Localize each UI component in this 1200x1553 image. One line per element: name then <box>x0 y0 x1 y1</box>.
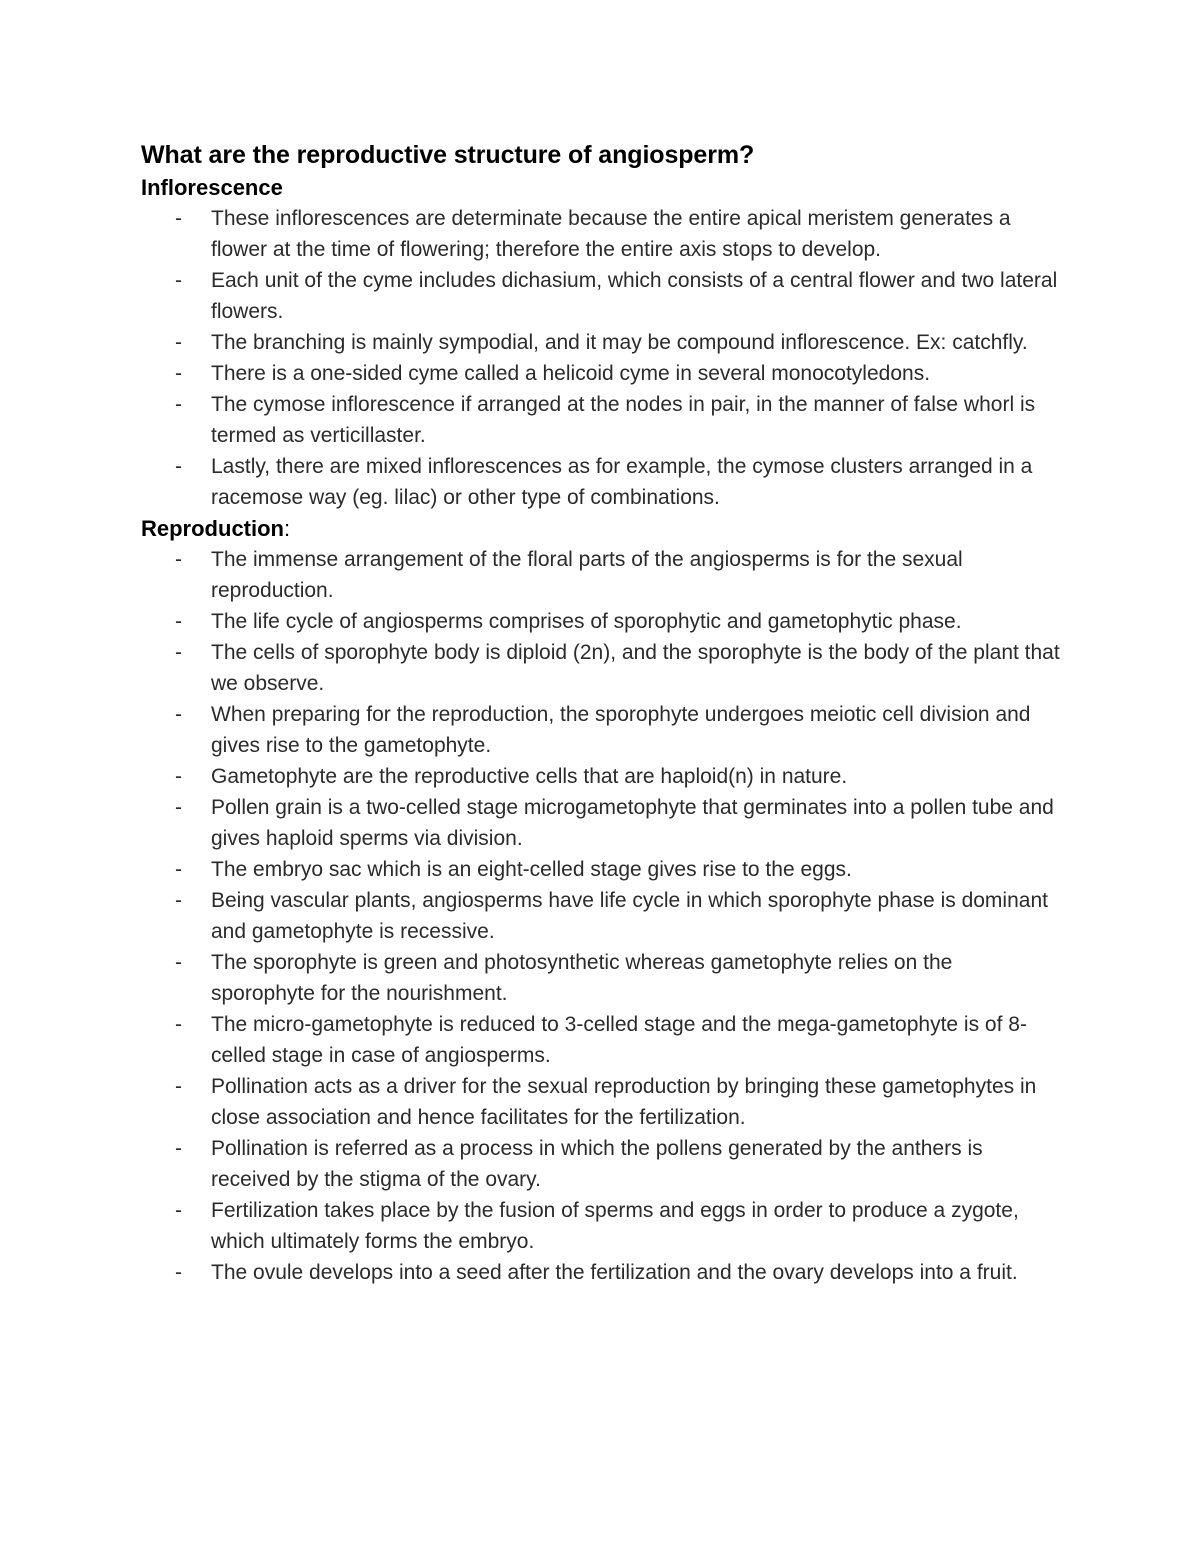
bullet-dash: - <box>175 765 182 788</box>
list-item <box>175 1133 1071 1195</box>
section-reproduction <box>141 513 1071 1288</box>
bullet-dash: - <box>175 858 182 881</box>
list-item-text: Pollination acts as a driver for the sexual reproduction by bringing these gametophytes in close association and hence facilitates for the fertilization. <box>211 1075 1037 1129</box>
list-item-text: Being vascular plants, angiosperms have life cycle in which sporophyte phase is dominant and gametophyte is recessive. <box>211 889 1048 943</box>
list-item-text: The micro-gametophyte is reduced to 3-celled stage and the mega-gametophyte is of 8-celled stage in case of angiosperms. <box>211 1013 1027 1067</box>
list-item <box>175 265 1071 327</box>
list-item <box>175 1257 1071 1288</box>
list-item <box>175 451 1071 513</box>
list-item <box>175 544 1071 606</box>
list-item <box>175 606 1071 637</box>
list-item-text: When preparing for the reproduction, the sporophyte undergoes meiotic cell division and gives rise to the gametophyte. <box>211 703 1031 757</box>
list-item <box>175 637 1071 699</box>
list-item-text: Pollen grain is a two-celled stage microgametophyte that germinates into a pollen tube and gives haploid sperms via division. <box>211 796 1054 850</box>
list-item <box>175 1195 1071 1257</box>
list-item <box>175 203 1071 265</box>
list-item <box>175 358 1071 389</box>
bullet-dash: - <box>175 796 182 819</box>
bullet-dash: - <box>175 362 182 385</box>
bullet-dash: - <box>175 1199 182 1222</box>
section-heading-suffix: : <box>284 516 291 541</box>
section-heading <box>141 172 1071 203</box>
list-item-text: The branching is mainly sympodial, and it may be compound inflorescence. Ex: catchfly. <box>211 331 1028 354</box>
list-item-text: Each unit of the cyme includes dichasium, which consists of a central flower and two lateral flowers. <box>211 269 1058 323</box>
list-item <box>175 947 1071 1009</box>
bullet-dash: - <box>175 331 182 354</box>
bullet-dash: - <box>175 703 182 726</box>
list-item-text: There is a one-sided cyme called a helicoid cyme in several monocotyledons. <box>211 362 931 385</box>
list-item <box>175 699 1071 761</box>
section-heading-text: Reproduction <box>141 516 284 541</box>
list-item <box>175 792 1071 854</box>
bullet-list <box>141 544 1071 1288</box>
list-item <box>175 389 1071 451</box>
bullet-dash: - <box>175 1137 182 1160</box>
bullet-dash: - <box>175 889 182 912</box>
bullet-dash: - <box>175 610 182 633</box>
bullet-dash: - <box>175 1013 182 1036</box>
document-page <box>141 138 1071 1288</box>
bullet-dash: - <box>175 1075 182 1098</box>
list-item-text: The immense arrangement of the floral parts of the angiosperms is for the sexual reproduction. <box>211 548 963 602</box>
section-inflorescence <box>141 172 1071 513</box>
bullet-list <box>141 203 1071 513</box>
list-item-text: The embryo sac which is an eight-celled stage gives rise to the eggs. <box>211 858 852 881</box>
list-item <box>175 761 1071 792</box>
document-title: What are the reproductive structure of angiosperm? <box>141 141 755 169</box>
list-item-text: Gametophyte are the reproductive cells that are haploid(n) in nature. <box>211 765 848 788</box>
list-item-text: These inflorescences are determinate because the entire apical meristem generates a flower at the time of flowering; therefore the entire axis stops to develop. <box>211 207 1011 261</box>
list-item-text: Lastly, there are mixed inflorescences as for example, the cymose clusters arranged in a racemose way (eg. lilac) or other type of combinations. <box>211 455 1033 509</box>
section-heading <box>141 513 1071 544</box>
list-item <box>175 854 1071 885</box>
bullet-dash: - <box>175 548 182 571</box>
bullet-dash: - <box>175 951 182 974</box>
list-item <box>175 1009 1071 1071</box>
bullet-dash: - <box>175 207 182 230</box>
list-item-text: The sporophyte is green and photosynthetic whereas gametophyte relies on the sporophyte for the nourishment. <box>211 951 953 1005</box>
bullet-dash: - <box>175 641 182 664</box>
bullet-dash: - <box>175 269 182 292</box>
list-item-text: The ovule develops into a seed after the fertilization and the ovary develops into a fruit. <box>211 1261 1018 1284</box>
section-heading-text: Inflorescence <box>141 175 283 200</box>
list-item-text: Fertilization takes place by the fusion of sperms and eggs in order to produce a zygote, which ultimately forms the embryo. <box>211 1199 1019 1253</box>
bullet-dash: - <box>175 455 182 478</box>
list-item-text: The life cycle of angiosperms comprises of sporophytic and gametophytic phase. <box>211 610 962 633</box>
list-item <box>175 327 1071 358</box>
list-item-text: The cymose inflorescence if arranged at the nodes in pair, in the manner of false whorl is termed as verticillaster. <box>211 393 1036 447</box>
bullet-dash: - <box>175 393 182 416</box>
bullet-dash: - <box>175 1261 182 1284</box>
list-item-text: Pollination is referred as a process in which the pollens generated by the anthers is received by the stigma of the ovary. <box>211 1137 983 1191</box>
list-item <box>175 1071 1071 1133</box>
list-item <box>175 885 1071 947</box>
list-item-text: The cells of sporophyte body is diploid (2n), and the sporophyte is the body of the plant that we observe. <box>211 641 1060 695</box>
